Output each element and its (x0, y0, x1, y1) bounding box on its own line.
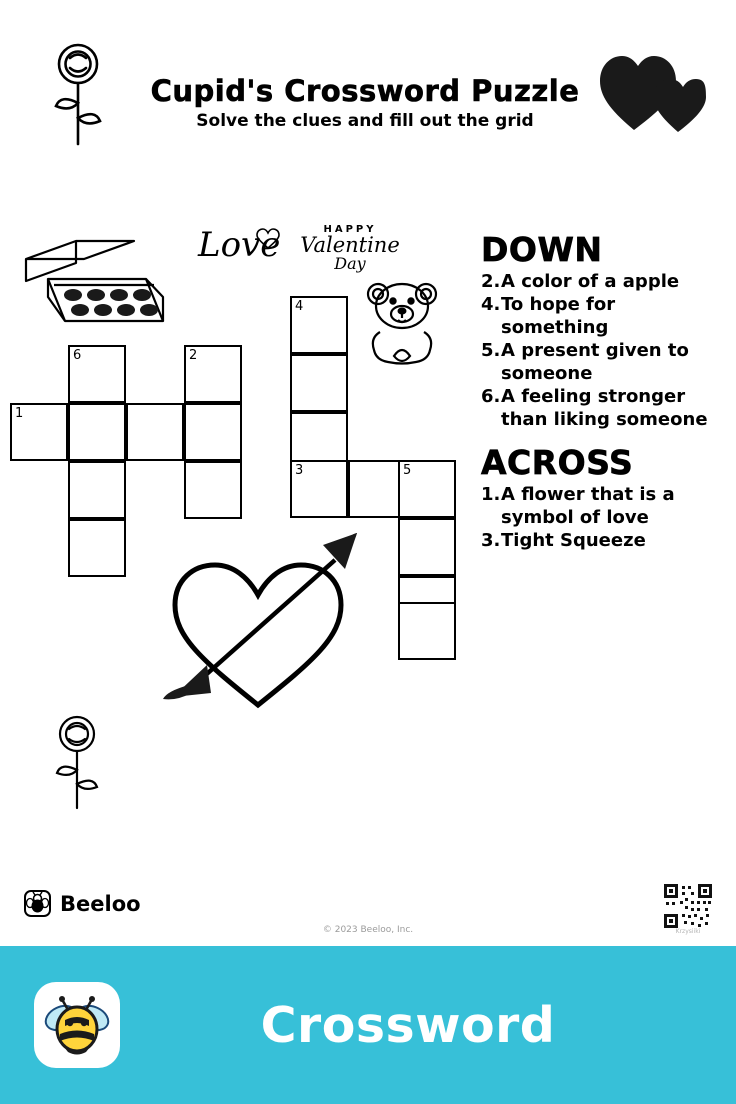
down-clue-item (481, 270, 711, 293)
clue-text: A feeling stronger than liking someone (501, 386, 708, 430)
across-clue-list (481, 483, 711, 552)
page-subtitle: Solve the clues and fill out the grid (196, 111, 534, 131)
grid-cell-number: 5 (403, 463, 412, 478)
bee-icon (34, 982, 120, 1068)
clue-number: 4. (481, 294, 501, 315)
across-clue-item (481, 483, 711, 529)
valentine-line: Valentine (300, 233, 400, 257)
bottom-bar (0, 946, 736, 1104)
grid-cell-number: 1 (15, 406, 24, 421)
love-script-text: Love (198, 225, 281, 265)
clues-panel (481, 232, 711, 552)
down-clue-item (481, 293, 711, 339)
grid-cell[interactable] (68, 345, 126, 403)
page-title: Cupid's Crossword Puzzle (150, 74, 580, 108)
clue-number: 5. (481, 340, 501, 361)
grid-cell-number: 3 (295, 463, 304, 478)
across-heading: ACROSS (481, 443, 634, 482)
grid-cell[interactable] (290, 296, 348, 354)
grid-cell[interactable] (126, 403, 184, 461)
clue-number: 6. (481, 386, 501, 407)
clue-text: A color of a apple (501, 271, 680, 292)
grid-cell-number: 6 (73, 348, 82, 363)
clue-text: A present given to someone (501, 340, 689, 384)
grid-cell[interactable] (184, 403, 242, 461)
clue-number: 1. (481, 484, 501, 505)
down-heading: DOWN (481, 230, 603, 269)
grid-cell[interactable] (68, 461, 126, 519)
clue-text: To hope for something (501, 294, 616, 338)
clue-number: 2. (481, 271, 501, 292)
down-clue-list (481, 270, 711, 431)
beeloo-bee-icon (24, 890, 51, 917)
qr-caption: Krzysiiki (675, 928, 701, 935)
happy-line: HAPPY (323, 224, 377, 235)
day-line: Day (334, 254, 366, 273)
clue-number: 3. (481, 530, 501, 551)
copyright-text: © 2023 Beeloo, Inc. (322, 925, 414, 935)
grid-cell[interactable] (398, 518, 456, 576)
grid-cell[interactable] (184, 461, 242, 519)
qr-code-icon (664, 884, 712, 933)
clue-text: A flower that is a symbol of love (501, 484, 675, 528)
down-clue-item (481, 339, 711, 385)
beeloo-brand-name: Beeloo (60, 891, 141, 916)
down-clue-item (481, 385, 711, 431)
grid-cell[interactable] (398, 602, 456, 660)
grid-cell[interactable] (398, 460, 456, 518)
grid-cell[interactable] (184, 345, 242, 403)
grid-cell[interactable] (68, 403, 126, 461)
grid-cell[interactable] (10, 403, 68, 461)
grid-cell[interactable] (290, 354, 348, 412)
across-clue-item (481, 529, 711, 552)
clue-text: Tight Squeeze (501, 530, 646, 551)
grid-cell-number: 4 (295, 299, 304, 314)
bottom-bar-label: Crossword (260, 996, 556, 1054)
beeloo-logo (24, 890, 141, 917)
grid-cell[interactable] (290, 460, 348, 518)
grid-cell-number: 2 (189, 348, 198, 363)
grid-cell[interactable] (68, 519, 126, 577)
